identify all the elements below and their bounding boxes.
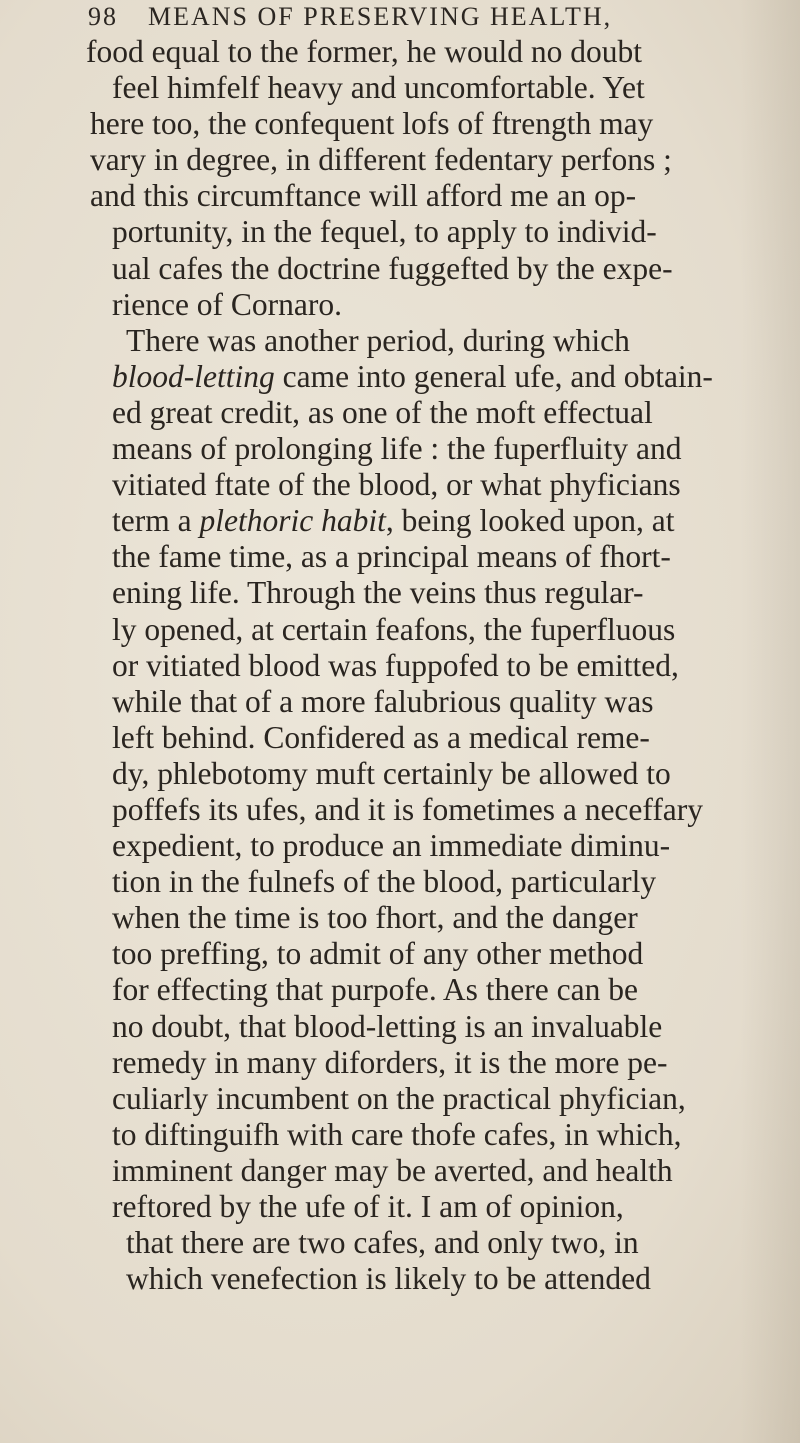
text-line: left behind. Confidered as a medical reme- bbox=[112, 719, 650, 755]
text-line: or vitiated blood was fuppofed to be emitted, bbox=[112, 647, 679, 683]
text-line: for effecting that purpofe. As there can be bbox=[112, 972, 638, 1008]
page-number: 98 bbox=[88, 2, 118, 31]
text-line: means of prolonging life : the fuperfluity and bbox=[112, 431, 682, 467]
text-line: the fame time, as a principal means of fhort- bbox=[112, 539, 671, 575]
text-line: ening life. Through the veins thus regular- bbox=[112, 575, 644, 611]
text-line: reftored by the ufe of it. I am of opinion, bbox=[112, 1189, 624, 1224]
text-line: ly opened, at certain feafons, the fuperfluous bbox=[112, 611, 676, 647]
text-line: remedy in many diforders, it is the more pe- bbox=[112, 1044, 668, 1080]
text-line: term a plethoric habit, being looked upon, at bbox=[112, 503, 675, 539]
body-text bbox=[56, 34, 792, 1297]
text-line: too preffing, to admit of any other method bbox=[112, 936, 644, 972]
text-line: ed great credit, as one of the moft effectual bbox=[112, 394, 653, 430]
text-line: tion in the fulnefs of the blood, particularly bbox=[112, 864, 657, 900]
text-line: rience of Cornaro. bbox=[112, 286, 343, 322]
italic-phrase: plethoric habit bbox=[199, 503, 386, 539]
text-line: poffefs its ufes, and it is fometimes a neceffary bbox=[112, 791, 704, 827]
text-line: which venefection is likely to be attended bbox=[126, 1261, 651, 1297]
text-line: while that of a more falubrious quality was bbox=[112, 683, 654, 719]
text-line: ual cafes the doctrine fuggefted by the expe- bbox=[112, 250, 673, 286]
text-line: expedient, to produce an immediate diminu- bbox=[112, 828, 671, 864]
text-line: no doubt, that blood-letting is an invaluable bbox=[112, 1008, 663, 1044]
text-line: blood-letting came into general ufe, and obtain- bbox=[112, 358, 713, 394]
running-header bbox=[88, 2, 768, 36]
text-line: here too, the confequent lofs of ftrength may bbox=[90, 106, 654, 142]
text-line: vitiated ftate of the blood, or what phyficians bbox=[112, 467, 681, 503]
text-line: portunity, in the fequel, to apply to individ- bbox=[112, 214, 657, 250]
paragraph-start: There was another period, during which bbox=[126, 322, 630, 358]
text-line: food equal to the former, he would no doubt bbox=[86, 34, 642, 69]
running-title: MEANS OF PRESERVING HEALTH, bbox=[148, 2, 613, 31]
text-line: imminent danger may be averted, and health bbox=[112, 1152, 673, 1188]
text-line: to diftinguifh with care thofe cafes, in which, bbox=[112, 1116, 682, 1152]
text-line: when the time is too fhort, and the danger bbox=[112, 900, 638, 936]
text-line: culiarly incumbent on the practical phyfician, bbox=[112, 1080, 686, 1116]
text-line: and this circumftance will afford me an op- bbox=[90, 178, 637, 214]
text-line: vary in degree, in different fedentary perfons ; bbox=[90, 142, 672, 178]
text-line: dy, phlebotomy muft certainly be allowed to bbox=[112, 755, 671, 791]
text-line: that there are two cafes, and only two, in bbox=[126, 1225, 639, 1261]
italic-phrase: blood-letting bbox=[112, 358, 275, 394]
text-line: feel himfelf heavy and uncomfortable. Yet bbox=[112, 70, 645, 106]
